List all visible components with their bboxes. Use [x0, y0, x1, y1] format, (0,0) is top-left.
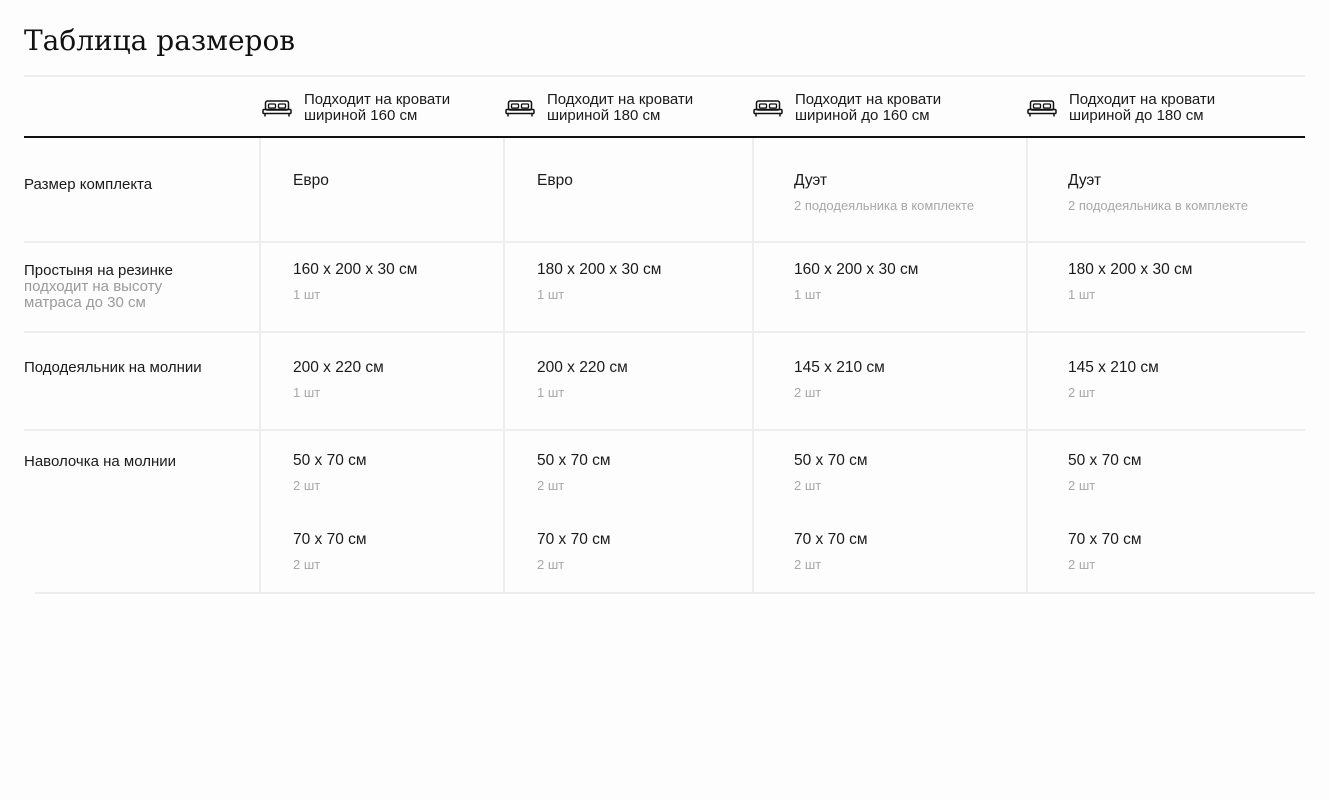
column-header-line1: Подходит на кровати [547, 91, 694, 108]
table-cell [293, 261, 417, 303]
cell-quantity: 1 шт [537, 287, 565, 302]
cell-quantity: 2 шт [794, 557, 822, 572]
cell-value: 200 х 220 см [293, 359, 384, 376]
cell-quantity: 2 шт [1068, 385, 1096, 400]
table-cell [537, 261, 661, 303]
cell-value: 50 х 70 см [537, 452, 611, 469]
column-header-line2: шириной до 160 см [795, 107, 930, 124]
cell-value: Евро [293, 172, 329, 189]
bed-icon [1027, 98, 1057, 118]
cell-quantity: 2 шт [537, 557, 565, 572]
cell-value: 180 х 200 х 30 см [1068, 261, 1193, 278]
cell-value: 160 х 200 х 30 см [293, 261, 418, 278]
column-header-4 [1027, 92, 1215, 124]
column-divider [259, 138, 261, 593]
column-header-3 [753, 92, 941, 124]
row-label-fitted-sheet [24, 263, 194, 311]
cell-value: 200 х 220 см [537, 359, 628, 376]
cell-quantity: 1 шт [293, 385, 321, 400]
column-header-line1: Подходит на кровати [304, 91, 451, 108]
row-label-pillowcase [24, 454, 176, 470]
table-cell [794, 261, 918, 303]
column-divider [1026, 138, 1028, 593]
table-cell [537, 452, 611, 573]
table-cell [537, 172, 573, 190]
row-divider [24, 331, 1305, 333]
cell-quantity: 2 шт [1068, 478, 1096, 493]
cell-quantity: 1 шт [794, 287, 822, 302]
table-cell [794, 452, 868, 573]
cell-quantity: 2 шт [293, 557, 321, 572]
top-divider [24, 75, 1305, 77]
row-label-text: Размер комплекта [24, 176, 153, 193]
row-divider [24, 429, 1305, 431]
table-cell [537, 359, 628, 401]
table-cell [794, 172, 974, 214]
table-cell [794, 359, 885, 401]
table-cell [1068, 359, 1159, 401]
row-label-text: Наволочка на молнии [24, 453, 177, 470]
cell-value: 50 х 70 см [1068, 452, 1142, 469]
cell-value: 50 х 70 см [293, 452, 367, 469]
cell-note: 2 пододеяльника в комплекте [794, 198, 975, 213]
cell-value: Евро [537, 172, 573, 189]
cell-value: Дуэт [794, 172, 828, 189]
column-header-line2: шириной до 180 см [1069, 107, 1204, 124]
column-header-line2: шириной 180 см [547, 107, 661, 124]
column-divider [752, 138, 754, 593]
cell-value: 70 х 70 см [537, 531, 611, 548]
cell-quantity: 2 шт [794, 478, 822, 493]
cell-value: 50 х 70 см [794, 452, 868, 469]
table-cell [1068, 172, 1248, 214]
row-label-set-size [24, 177, 152, 193]
column-header-text [1069, 92, 1215, 124]
table-cell [293, 452, 367, 573]
bottom-divider [35, 592, 1315, 594]
column-header-line1: Подходит на кровати [1069, 91, 1216, 108]
header-divider [24, 136, 1305, 138]
row-label-note: подходит на высоту матраса до 30 см [24, 278, 163, 311]
cell-value: Дуэт [1068, 172, 1102, 189]
cell-quantity: 1 шт [293, 287, 321, 302]
page-title: Таблица размеров [24, 24, 296, 57]
table-cell [1068, 261, 1192, 303]
row-label-text: Простыня на резинке [24, 262, 173, 279]
column-header-2 [505, 92, 693, 124]
cell-value: 145 х 210 см [1068, 359, 1159, 376]
row-label-duvet-cover [24, 360, 202, 376]
cell-value: 180 х 200 х 30 см [537, 261, 662, 278]
cell-quantity: 2 шт [794, 385, 822, 400]
cell-quantity: 1 шт [1068, 287, 1096, 302]
table-cell [293, 172, 329, 190]
cell-value: 145 х 210 см [794, 359, 885, 376]
column-divider [503, 138, 505, 593]
row-label-text: Пододеяльник на молнии [24, 359, 202, 376]
cell-quantity: 1 шт [537, 385, 565, 400]
bed-icon [753, 98, 783, 118]
table-cell [1068, 452, 1142, 573]
bed-icon [262, 98, 292, 118]
cell-note: 2 пододеяльника в комплекте [1068, 198, 1249, 213]
column-header-text [304, 92, 450, 124]
cell-quantity: 2 шт [293, 478, 321, 493]
cell-value: 70 х 70 см [1068, 531, 1142, 548]
column-header-text [547, 92, 693, 124]
cell-value: 70 х 70 см [794, 531, 868, 548]
table-cell [293, 359, 384, 401]
bed-icon [505, 98, 535, 118]
cell-value: 70 х 70 см [293, 531, 367, 548]
column-header-text [795, 92, 941, 124]
column-header-1 [262, 92, 450, 124]
row-divider [24, 241, 1305, 243]
cell-quantity: 2 шт [1068, 557, 1096, 572]
cell-quantity: 2 шт [537, 478, 565, 493]
cell-value: 160 х 200 х 30 см [794, 261, 919, 278]
column-header-line2: шириной 160 см [304, 107, 418, 124]
column-header-line1: Подходит на кровати [795, 91, 942, 108]
